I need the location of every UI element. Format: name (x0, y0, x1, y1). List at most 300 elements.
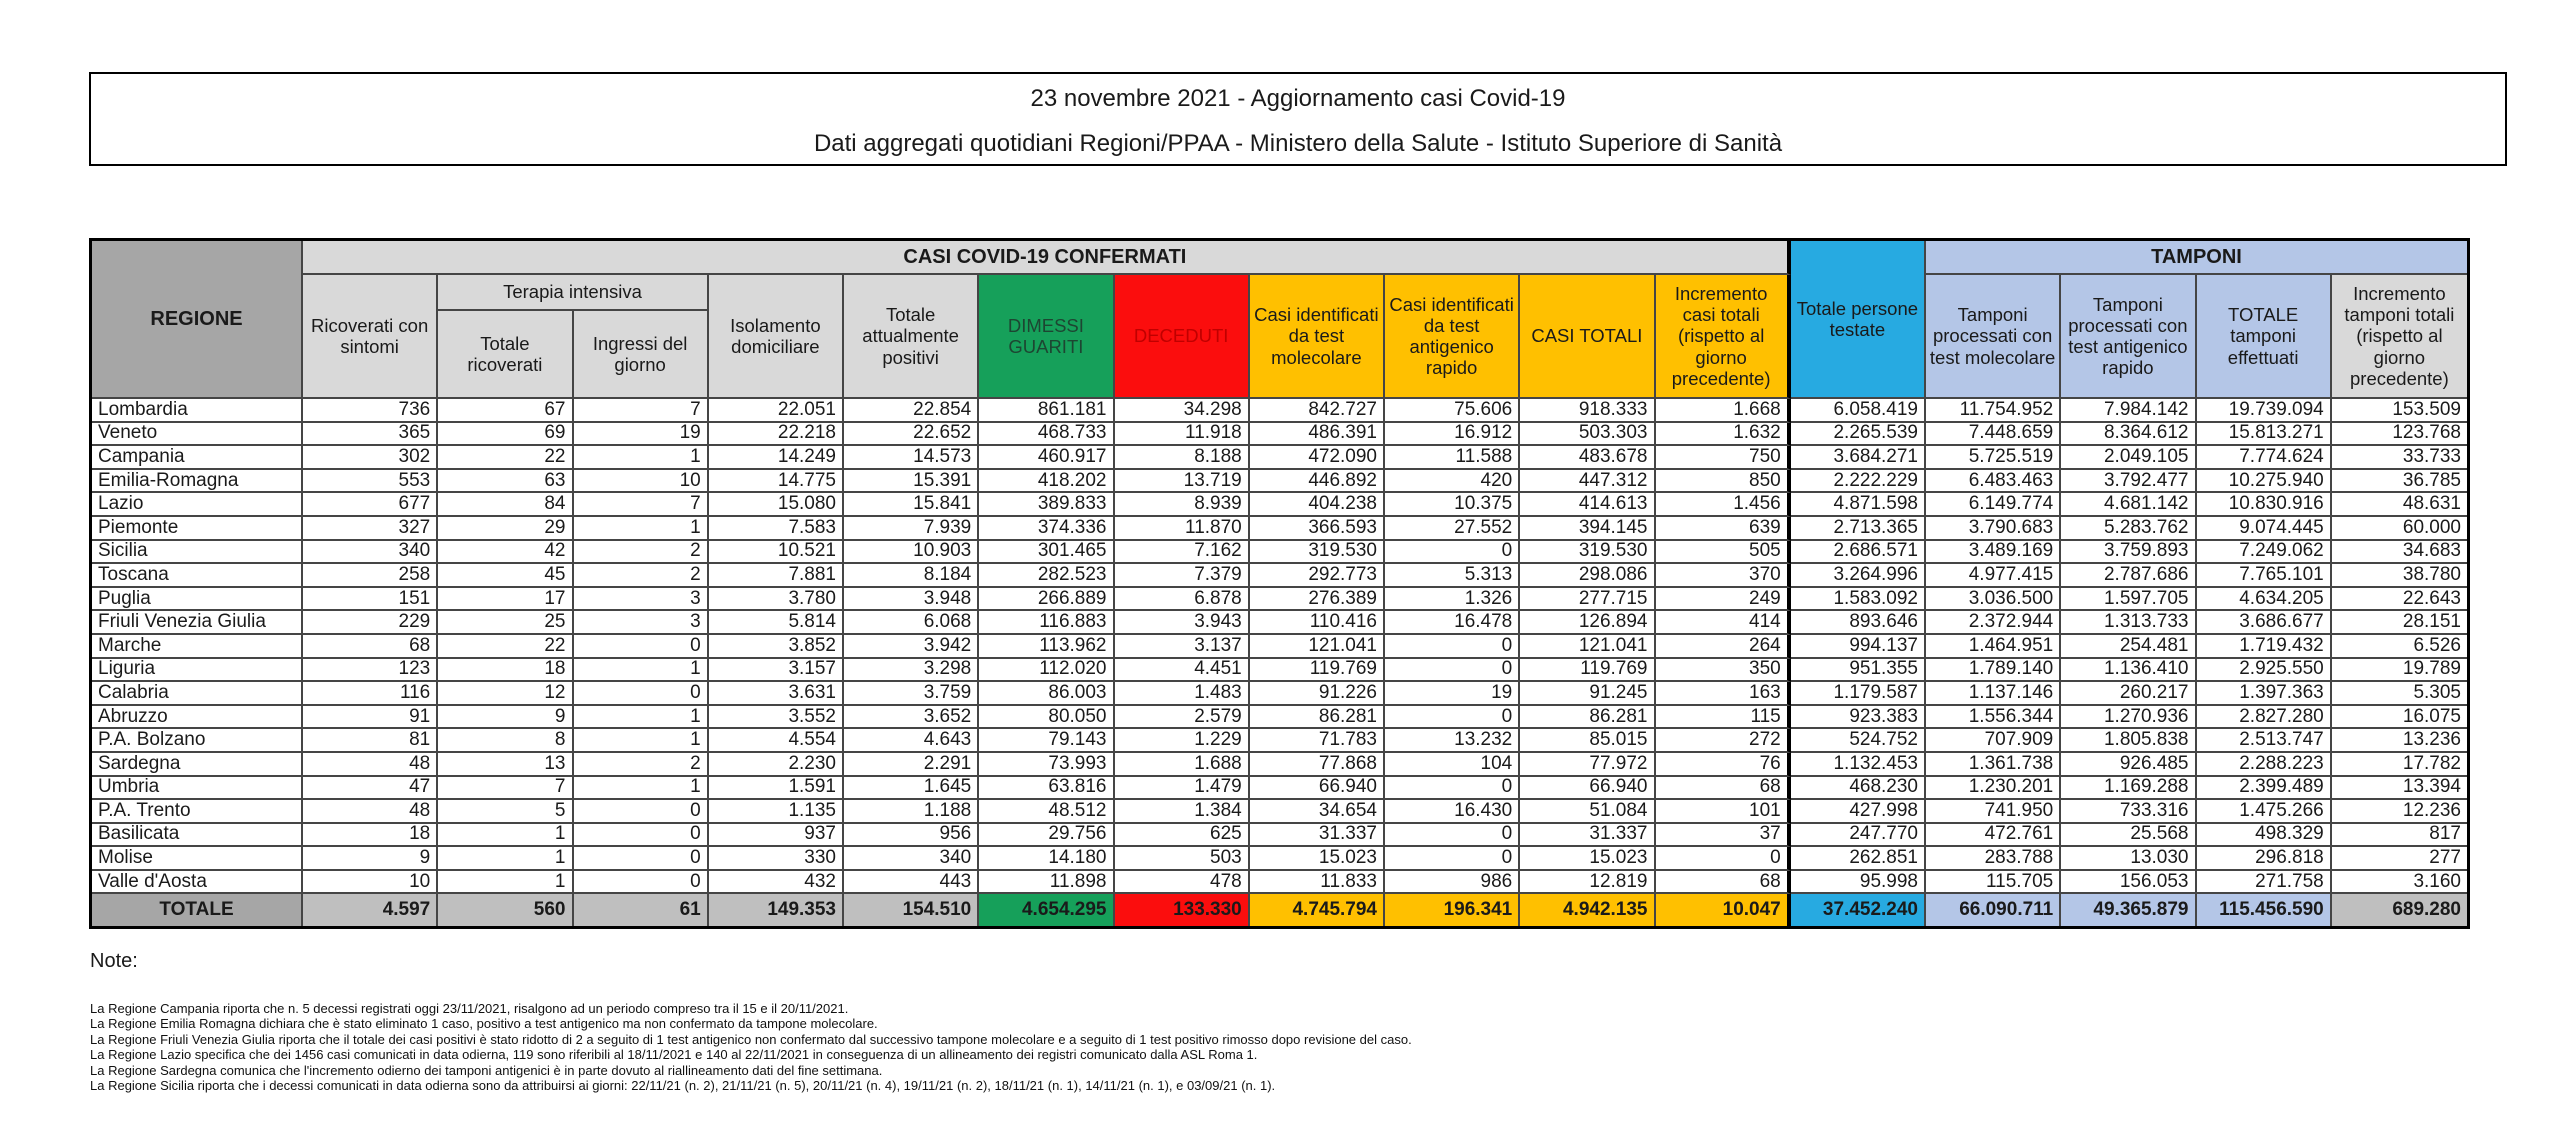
value-cell: 2.222.229 (1791, 470, 1926, 494)
value-cell: 7.249.062 (2197, 541, 2332, 565)
value-cell: 0 (574, 682, 709, 706)
value-cell: 22.051 (709, 399, 844, 423)
column-header-tamponi-antigenico: Tamponi processati con test antigenico rapido (2061, 275, 2196, 399)
value-cell: 861.181 (979, 399, 1114, 423)
value-cell: 3.792.477 (2061, 470, 2196, 494)
value-cell: 27.552 (1385, 517, 1520, 541)
value-cell: 249 (1656, 588, 1791, 612)
value-cell: 505 (1656, 541, 1791, 565)
value-cell: 350 (1656, 659, 1791, 683)
value-cell: 66.940 (1250, 777, 1385, 801)
column-header-casi-test-molecolare: Casi identificati da test molecolare (1250, 275, 1385, 399)
value-cell: 733.316 (2061, 800, 2196, 824)
region-cell: Abruzzo (92, 706, 303, 730)
value-cell: 1 (574, 517, 709, 541)
value-cell: 2.827.280 (2197, 706, 2332, 730)
value-cell: 7.379 (1115, 564, 1250, 588)
totale-value-cell: 133.330 (1115, 894, 1250, 926)
value-cell: 5.283.762 (2061, 517, 2196, 541)
value-cell: 22.652 (844, 423, 979, 447)
value-cell: 51.084 (1520, 800, 1655, 824)
value-cell: 1.475.266 (2197, 800, 2332, 824)
value-cell: 91 (303, 706, 438, 730)
value-cell: 340 (303, 541, 438, 565)
column-header-incremento-casi-totali: Incremento casi totali (rispetto al giorno precedente) (1656, 275, 1791, 399)
value-cell: 1 (574, 659, 709, 683)
value-cell: 0 (574, 847, 709, 871)
value-cell: 7 (574, 493, 709, 517)
value-cell: 3.684.271 (1791, 446, 1926, 470)
value-cell: 110.416 (1250, 611, 1385, 635)
value-cell: 3.943 (1115, 611, 1250, 635)
column-header-totale-persone-testate: Totale persone testate (1791, 241, 1926, 399)
notes-block (90, 1001, 2490, 1093)
totale-value-cell: 10.047 (1656, 894, 1791, 926)
region-cell: Campania (92, 446, 303, 470)
value-cell: 86.003 (979, 682, 1114, 706)
column-header-totale-ricoverati: Totale ricoverati (438, 311, 573, 399)
value-cell: 553 (303, 470, 438, 494)
note-line-sardegna: La Regione Sardegna comunica che l'incremento odierno dei tamponi antigenici è in parte dovuto al riallineamento dati del fine settimana. (90, 1062, 883, 1078)
value-cell: 11.833 (1250, 871, 1385, 895)
value-cell: 16.912 (1385, 423, 1520, 447)
value-cell: 11.918 (1115, 423, 1250, 447)
value-cell: 8.184 (844, 564, 979, 588)
value-cell: 1.229 (1115, 729, 1250, 753)
value-cell: 15.391 (844, 470, 979, 494)
value-cell: 163 (1656, 682, 1791, 706)
column-header-regione: REGIONE (92, 241, 303, 399)
value-cell: 112.020 (979, 659, 1114, 683)
value-cell: 3.157 (709, 659, 844, 683)
value-cell: 7.765.101 (2197, 564, 2332, 588)
value-cell: 302 (303, 446, 438, 470)
column-header-incremento-tamponi: Incremento tamponi totali (rispetto al giorno precedente) (2332, 275, 2467, 399)
value-cell: 115 (1656, 706, 1791, 730)
value-cell: 5 (438, 800, 573, 824)
region-cell: Emilia-Romagna (92, 470, 303, 494)
value-cell: 7.448.659 (1926, 423, 2061, 447)
value-cell: 19 (1385, 682, 1520, 706)
region-cell: Lazio (92, 493, 303, 517)
value-cell: 817 (2332, 824, 2467, 848)
region-cell: Basilicata (92, 824, 303, 848)
value-cell: 956 (844, 824, 979, 848)
value-cell: 1.789.140 (1926, 659, 2061, 683)
region-cell: Friuli Venezia Giulia (92, 611, 303, 635)
value-cell: 22.643 (2332, 588, 2467, 612)
value-cell: 0 (574, 824, 709, 848)
value-cell: 1.632 (1656, 423, 1791, 447)
region-cell: Lombardia (92, 399, 303, 423)
value-cell: 4.643 (844, 729, 979, 753)
value-cell: 3.298 (844, 659, 979, 683)
value-cell: 11.588 (1385, 446, 1520, 470)
value-cell: 639 (1656, 517, 1791, 541)
value-cell: 121.041 (1520, 635, 1655, 659)
value-cell: 7.984.142 (2061, 399, 2196, 423)
value-cell: 478 (1115, 871, 1250, 895)
value-cell: 81 (303, 729, 438, 753)
value-cell: 1.135 (709, 800, 844, 824)
value-cell: 47 (303, 777, 438, 801)
value-cell: 5.305 (2332, 682, 2467, 706)
totale-value-cell: 560 (438, 894, 573, 926)
value-cell: 2.049.105 (2061, 446, 2196, 470)
value-cell: 8.364.612 (2061, 423, 2196, 447)
value-cell: 11.870 (1115, 517, 1250, 541)
value-cell: 276.389 (1250, 588, 1385, 612)
value-cell: 16.430 (1385, 800, 1520, 824)
value-cell: 38.780 (2332, 564, 2467, 588)
group-header-terapia-intensiva: Terapia intensiva (438, 275, 709, 311)
value-cell: 365 (303, 423, 438, 447)
value-cell: 10.275.940 (2197, 470, 2332, 494)
value-cell: 68 (1656, 777, 1791, 801)
value-cell: 13.719 (1115, 470, 1250, 494)
value-cell: 12 (438, 682, 573, 706)
value-cell: 7.881 (709, 564, 844, 588)
value-cell: 247.770 (1791, 824, 1926, 848)
value-cell: 86.281 (1520, 706, 1655, 730)
value-cell: 156.053 (2061, 871, 2196, 895)
region-cell: Liguria (92, 659, 303, 683)
value-cell: 10.375 (1385, 493, 1520, 517)
value-cell: 37 (1656, 824, 1791, 848)
value-cell: 468.733 (979, 423, 1114, 447)
column-header-ricoverati-con-sintomi: Ricoverati con sintomi (303, 275, 438, 399)
value-cell: 2 (574, 753, 709, 777)
value-cell: 2.686.571 (1791, 541, 1926, 565)
value-cell: 31.337 (1520, 824, 1655, 848)
value-cell: 258 (303, 564, 438, 588)
value-cell: 11.898 (979, 871, 1114, 895)
column-header-totale-tamponi: TOTALE tamponi effettuati (2197, 275, 2332, 399)
value-cell: 10 (574, 470, 709, 494)
value-cell: 0 (1385, 777, 1520, 801)
value-cell: 7.583 (709, 517, 844, 541)
value-cell: 22 (438, 446, 573, 470)
value-cell: 4.634.205 (2197, 588, 2332, 612)
value-cell: 63 (438, 470, 573, 494)
value-cell: 1.136.410 (2061, 659, 2196, 683)
value-cell: 151 (303, 588, 438, 612)
value-cell: 0 (1385, 706, 1520, 730)
value-cell: 10.903 (844, 541, 979, 565)
value-cell: 12.236 (2332, 800, 2467, 824)
column-header-isolamento-domiciliare: Isolamento domiciliare (709, 275, 844, 399)
value-cell: 0 (1385, 659, 1520, 683)
value-cell: 5.725.519 (1926, 446, 2061, 470)
value-cell: 418.202 (979, 470, 1114, 494)
totale-value-cell: 4.597 (303, 894, 438, 926)
value-cell: 1 (574, 777, 709, 801)
note-line-friuli: La Regione Friuli Venezia Giulia riporta che il totale dei casi positivi è stato ridotto di 2 a seguito di 1 test antigenico non confermato dal successivo tampone molecolare e a seguito di 1 test positivo rimosso dopo revisione del caso. (90, 1031, 1412, 1047)
value-cell: 254.481 (2061, 635, 2196, 659)
value-cell: 60.000 (2332, 517, 2467, 541)
value-cell: 45 (438, 564, 573, 588)
value-cell: 926.485 (2061, 753, 2196, 777)
value-cell: 6.483.463 (1926, 470, 2061, 494)
value-cell: 48.512 (979, 800, 1114, 824)
value-cell: 1.668 (1656, 399, 1791, 423)
value-cell: 1.479 (1115, 777, 1250, 801)
value-cell: 370 (1656, 564, 1791, 588)
value-cell: 34.683 (2332, 541, 2467, 565)
value-cell: 1.645 (844, 777, 979, 801)
value-cell: 1.483 (1115, 682, 1250, 706)
value-cell: 153.509 (2332, 399, 2467, 423)
value-cell: 1.397.363 (2197, 682, 2332, 706)
value-cell: 2.230 (709, 753, 844, 777)
totale-value-cell: 61 (574, 894, 709, 926)
value-cell: 18 (303, 824, 438, 848)
value-cell: 486.391 (1250, 423, 1385, 447)
totale-value-cell: 37.452.240 (1791, 894, 1926, 926)
value-cell: 86.281 (1250, 706, 1385, 730)
value-cell: 7 (438, 777, 573, 801)
value-cell: 7 (574, 399, 709, 423)
value-cell: 2.372.944 (1926, 611, 2061, 635)
value-cell: 0 (574, 800, 709, 824)
value-cell: 1.230.201 (1926, 777, 2061, 801)
value-cell: 1.326 (1385, 588, 1520, 612)
value-cell: 7.939 (844, 517, 979, 541)
value-cell: 3.780 (709, 588, 844, 612)
value-cell: 260.217 (2061, 682, 2196, 706)
value-cell: 1.313.733 (2061, 611, 2196, 635)
value-cell: 68 (303, 635, 438, 659)
value-cell: 2.579 (1115, 706, 1250, 730)
value-cell: 707.909 (1926, 729, 2061, 753)
value-cell: 2.787.686 (2061, 564, 2196, 588)
value-cell: 79.143 (979, 729, 1114, 753)
totale-value-cell: 4.654.295 (979, 894, 1114, 926)
value-cell: 77.972 (1520, 753, 1655, 777)
value-cell: 266.889 (979, 588, 1114, 612)
value-cell: 17 (438, 588, 573, 612)
value-cell: 15.813.271 (2197, 423, 2332, 447)
value-cell: 374.336 (979, 517, 1114, 541)
value-cell: 6.058.419 (1791, 399, 1926, 423)
covid-data-table (89, 238, 2470, 929)
value-cell: 1 (438, 824, 573, 848)
value-cell: 9 (303, 847, 438, 871)
value-cell: 15.841 (844, 493, 979, 517)
value-cell: 31.337 (1250, 824, 1385, 848)
value-cell: 1.591 (709, 777, 844, 801)
value-cell: 298.086 (1520, 564, 1655, 588)
value-cell: 472.090 (1250, 446, 1385, 470)
value-cell: 8.188 (1115, 446, 1250, 470)
value-cell: 420 (1385, 470, 1520, 494)
value-cell: 75.606 (1385, 399, 1520, 423)
value-cell: 121.041 (1250, 635, 1385, 659)
value-cell: 14.573 (844, 446, 979, 470)
value-cell: 77.868 (1250, 753, 1385, 777)
value-cell: 7.162 (1115, 541, 1250, 565)
value-cell: 404.238 (1250, 493, 1385, 517)
value-cell: 3.137 (1115, 635, 1250, 659)
column-header-ingressi-del-giorno: Ingressi del giorno (574, 311, 709, 399)
title-box (89, 72, 2507, 166)
value-cell: 18 (438, 659, 573, 683)
value-cell: 6.068 (844, 611, 979, 635)
value-cell: 119.769 (1250, 659, 1385, 683)
value-cell: 389.833 (979, 493, 1114, 517)
value-cell: 101 (1656, 800, 1791, 824)
value-cell: 296.818 (2197, 847, 2332, 871)
value-cell: 394.145 (1520, 517, 1655, 541)
value-cell: 918.333 (1520, 399, 1655, 423)
region-cell: Molise (92, 847, 303, 871)
value-cell: 3.948 (844, 588, 979, 612)
value-cell: 1.805.838 (2061, 729, 2196, 753)
value-cell: 951.355 (1791, 659, 1926, 683)
value-cell: 2.713.365 (1791, 517, 1926, 541)
value-cell: 468.230 (1791, 777, 1926, 801)
notes-label: Note: (90, 950, 138, 972)
value-cell: 330 (709, 847, 844, 871)
value-cell: 277 (2332, 847, 2467, 871)
value-cell: 3.686.677 (2197, 611, 2332, 635)
value-cell: 893.646 (1791, 611, 1926, 635)
column-header-casi-totali: CASI TOTALI (1520, 275, 1655, 399)
value-cell: 7.774.624 (2197, 446, 2332, 470)
value-cell: 116 (303, 682, 438, 706)
value-cell: 71.783 (1250, 729, 1385, 753)
value-cell: 446.892 (1250, 470, 1385, 494)
value-cell: 19.739.094 (2197, 399, 2332, 423)
totale-label-cell: TOTALE (92, 894, 303, 926)
value-cell: 85.015 (1520, 729, 1655, 753)
value-cell: 272 (1656, 729, 1791, 753)
value-cell: 48 (303, 753, 438, 777)
value-cell: 126.894 (1520, 611, 1655, 635)
value-cell: 2.513.747 (2197, 729, 2332, 753)
value-cell: 677 (303, 493, 438, 517)
value-cell: 282.523 (979, 564, 1114, 588)
totale-value-cell: 4.942.135 (1520, 894, 1655, 926)
region-cell: P.A. Bolzano (92, 729, 303, 753)
value-cell: 104 (1385, 753, 1520, 777)
value-cell: 986 (1385, 871, 1520, 895)
value-cell: 19.789 (2332, 659, 2467, 683)
value-cell: 91.245 (1520, 682, 1655, 706)
value-cell: 283.788 (1926, 847, 2061, 871)
value-cell: 229 (303, 611, 438, 635)
value-cell: 123 (303, 659, 438, 683)
value-cell: 0 (1385, 541, 1520, 565)
value-cell: 25.568 (2061, 824, 2196, 848)
value-cell: 2.265.539 (1791, 423, 1926, 447)
value-cell: 17.782 (2332, 753, 2467, 777)
value-cell: 432 (709, 871, 844, 895)
value-cell: 503 (1115, 847, 1250, 871)
value-cell: 2.288.223 (2197, 753, 2332, 777)
value-cell: 36.785 (2332, 470, 2467, 494)
value-cell: 3.036.500 (1926, 588, 2061, 612)
value-cell: 4.451 (1115, 659, 1250, 683)
totale-value-cell: 154.510 (844, 894, 979, 926)
value-cell: 15.023 (1250, 847, 1385, 871)
value-cell: 15.080 (709, 493, 844, 517)
value-cell: 33.733 (2332, 446, 2467, 470)
region-cell: P.A. Trento (92, 800, 303, 824)
title-line-2: Dati aggregati quotidiani Regioni/PPAA - Ministero della Salute - Istituto Superiore di Sanità (813, 130, 1783, 157)
value-cell: 3.631 (709, 682, 844, 706)
value-cell: 8 (438, 729, 573, 753)
value-cell: 34.654 (1250, 800, 1385, 824)
value-cell: 1.270.936 (2061, 706, 2196, 730)
value-cell: 15.023 (1520, 847, 1655, 871)
value-cell: 4.554 (709, 729, 844, 753)
value-cell: 42 (438, 541, 573, 565)
value-cell: 48 (303, 800, 438, 824)
value-cell: 1.719.432 (2197, 635, 2332, 659)
totale-value-cell: 689.280 (2332, 894, 2467, 926)
value-cell: 48.631 (2332, 493, 2467, 517)
value-cell: 850 (1656, 470, 1791, 494)
value-cell: 6.149.774 (1926, 493, 2061, 517)
note-line-sicilia: La Regione Sicilia riporta che i decessi comunicati in data odierna sono da attribuirsi ai giorni: 22/11/21 (n. 2), 21/11/21 (n. 5), 20/11/21 (n. 4), 19/11/21 (n. 2), 18/11/21 (n. 1), 14/11/21 (n. 1), e 03/09/21 (n. 1). (90, 1078, 1276, 1094)
value-cell: 447.312 (1520, 470, 1655, 494)
value-cell: 80.050 (979, 706, 1114, 730)
value-cell: 1.169.288 (2061, 777, 2196, 801)
value-cell: 5.313 (1385, 564, 1520, 588)
value-cell: 6.878 (1115, 588, 1250, 612)
band-header-tamponi: TAMPONI (1926, 241, 2467, 275)
value-cell: 1.179.587 (1791, 682, 1926, 706)
value-cell: 16.478 (1385, 611, 1520, 635)
value-cell: 842.727 (1250, 399, 1385, 423)
value-cell: 84 (438, 493, 573, 517)
value-cell: 0 (1385, 635, 1520, 659)
totale-value-cell: 149.353 (709, 894, 844, 926)
value-cell: 13.232 (1385, 729, 1520, 753)
value-cell: 1.597.705 (2061, 588, 2196, 612)
value-cell: 3.264.996 (1791, 564, 1926, 588)
region-cell: Piemonte (92, 517, 303, 541)
value-cell: 524.752 (1791, 729, 1926, 753)
value-cell: 1.556.344 (1926, 706, 2061, 730)
value-cell: 34.298 (1115, 399, 1250, 423)
value-cell: 503.303 (1520, 423, 1655, 447)
value-cell: 95.998 (1791, 871, 1926, 895)
value-cell: 0 (1656, 847, 1791, 871)
value-cell: 1.456 (1656, 493, 1791, 517)
value-cell: 2.291 (844, 753, 979, 777)
value-cell: 0 (1385, 847, 1520, 871)
value-cell: 994.137 (1791, 635, 1926, 659)
column-header-totale-attualmente-positivi: Totale attualmente positivi (844, 275, 979, 399)
value-cell: 271.758 (2197, 871, 2332, 895)
totale-value-cell: 66.090.711 (1926, 894, 2061, 926)
value-cell: 1 (574, 729, 709, 753)
value-cell: 3.759 (844, 682, 979, 706)
title-line-1: 23 novembre 2021 - Aggiornamento casi Covid-19 (1030, 85, 1566, 112)
value-cell: 4.681.142 (2061, 493, 2196, 517)
value-cell: 741.950 (1926, 800, 2061, 824)
value-cell: 10 (303, 871, 438, 895)
value-cell: 3 (574, 588, 709, 612)
column-header-dimessi-guariti: DIMESSI GUARITI (979, 275, 1114, 399)
region-cell: Calabria (92, 682, 303, 706)
value-cell: 29.756 (979, 824, 1114, 848)
region-cell: Veneto (92, 423, 303, 447)
value-cell: 22 (438, 635, 573, 659)
value-cell: 262.851 (1791, 847, 1926, 871)
